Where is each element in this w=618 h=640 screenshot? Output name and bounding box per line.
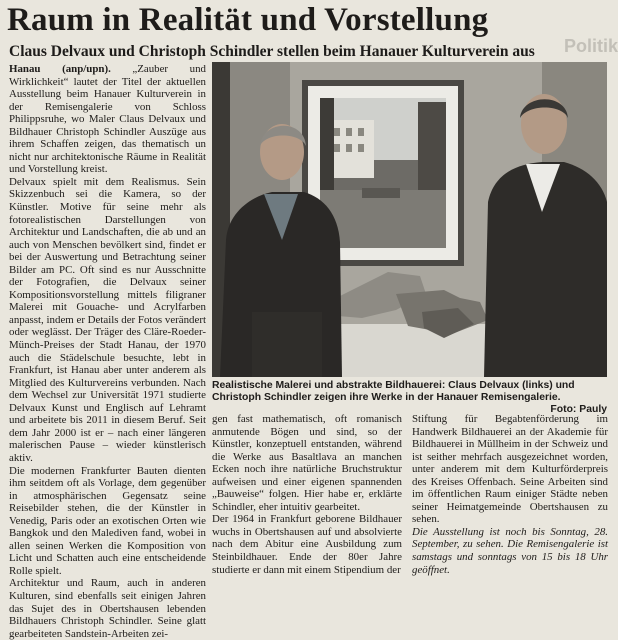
paragraph: Die modernen Frankfurter Bauten dienten ihm seitdem oft als Vorlage, dem gegenüber in atmosphärischen Gegensatz seine Reisebilder stehen, die der Künstler in Venedig, Paris oder an exotischen Orten wie Bangkok und den Malediven fand, wobei in allen seinen Werken die Komposition von Licht und Schatten auch eine entscheidende Rolle spielt.: [9, 464, 206, 577]
paragraph: Stiftung für Begabtenförderung im Handwerk Bildhauerei an der Akademie für Bildhauerei in Müllheim in der Schweiz und ist seither mehrfach ausgezeichnet worden, unter anderem mit dem Kulturförderpreis des Kreises Offenbach. Seine Arbeiten sind im öffentlichen Raum einiger Städte neben seiner Heimatgemeinde Obertshausen zu sehen.: [412, 413, 608, 526]
article-photo: [212, 62, 607, 377]
article-headline: Raum in Realität und Vorstellung: [7, 2, 489, 38]
paragraph: [9, 63, 206, 176]
caption-text: Realistische Malerei und abstrakte Bildhauerei: Claus Delvaux (links) und Christoph Schindler zeigen ihre Werke in der Hanauer Remisengalerie.: [212, 380, 575, 404]
article-subheadline: Claus Delvaux und Christoph Schindler stellen beim Hanauer Kulturverein aus: [9, 43, 535, 60]
adjacent-article-fragment: Politik: [563, 36, 618, 56]
paragraph: gen fast mathematisch, oft romanisch anmutende Bögen und sind, so der Künstler, konzeptuell entstanden, während die Werke aus Basaltlava an manchen Ecken noch ihre natürliche Bruchstruktur aufweisen und einer eigenen spannenden „Bauweise“ folgen. Hier habe er, erklärte Schindler, eher intuitiv gearbeitet.: [212, 413, 402, 513]
text-column-3: [412, 413, 608, 576]
photo-caption: [212, 380, 607, 417]
sculpture-plinth: [330, 324, 500, 377]
paragraph: Architektur und Raum, auch in anderen Kulturen, sind ebenfalls seit einigen Jahren das Sujet des in Obertshausen lebenden Bildhauers Christoph Schindler. Seine glatt gearbeiteten Sandstein-Arbeiten zei-: [9, 577, 206, 640]
photo-credit: Foto: Pauly: [550, 404, 607, 416]
text-column-1: [9, 63, 206, 640]
text-column-2: [212, 413, 402, 576]
exhibition-note: Die Ausstellung ist noch bis Sonntag, 28. September, zu sehen. Die Remisengalerie ist samstags und sonntags von 15 bis 18 Uhr geöffnet.: [412, 525, 608, 576]
paragraph: Der 1964 in Frankfurt geborene Bildhauer wuchs in Obertshausen auf und absolvierte nach dem Abitur eine Ausbildung zum Steinbildhauer. Ende der 80er Jahre studierte er dann mit einem Stipendium der: [212, 513, 402, 576]
photo-illustration: [212, 62, 607, 377]
paragraph: Delvaux spielt mit dem Realismus. Sein Skizzenbuch sei die Kamera, so der Künstler. Motive für seine mehr als fotorealistischen Darstellungen von Architektur und Landschaften, die ab und an auch von Menschen bevölkert sind, findet er bei der Auswertung und Betrachtung seiner Bilder am PC. Oft sind es nur Ausschnitte der Fotografien, die Delvaux seiner Kompositionsvorstellung mittels filigraner Malerei mit Gouache- und Acrylfarben anpasst, indem er Details der Fotos verändert oder weglässt. Der Träger des Cläre-Roeder-Münch-Preises der Stadt Hanau, der 1970 auch die Städelschule besuchte, lebt in Frankfurt, ist Hanau aber unter anderem als Mitglied des Kulturvereins verbunden. Nach dem Wechsel zur Universität 1971 studierte Delvaux Kunst und Englisch auf Lehramt und arbeitete bis 2011 in diesem Beruf. Seit dem Jahr 2000 ist er – nach einer längeren malerischen Pause – wieder künstlerisch aktiv.: [9, 175, 206, 464]
paragraph-text: „Zauber und Wirklichkeit“ lautet der Titel der aktuellen Ausstellung beim Hanauer Kulturverein in der Remisengalerie von Schloss Philippsruhe, wo Maler Claus Delvaux und Bildhauer Christoph Schindler Auszüge aus ihrem Schaffen zeigen, das thematisch un nicht nur architektonische Räume in Realität und Vorstellung kreist.: [9, 63, 206, 176]
dateline: Hanau (anp/upn).: [9, 63, 111, 75]
